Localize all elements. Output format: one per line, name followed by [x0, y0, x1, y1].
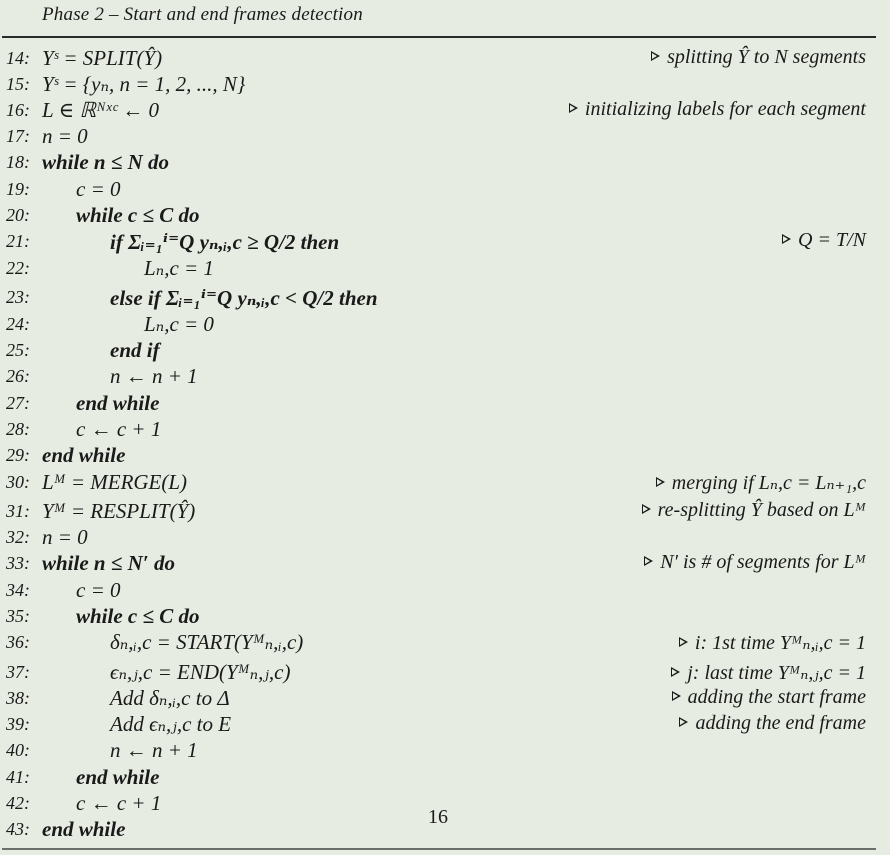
line-number: 17: [6, 126, 30, 146]
line-code: while c ≤ C do [76, 604, 200, 628]
algorithm-line [0, 177, 880, 203]
line-code: else if Σᵢ₌₁ⁱ⁼Q yₙ,ᵢ,c < Q/2 then [110, 286, 378, 310]
algorithm-line [0, 551, 880, 577]
algorithm-line [0, 443, 880, 469]
line-comment [642, 499, 866, 522]
comment-text: N′ is # of segments for Lᴹ [660, 551, 866, 573]
line-number: 34: [6, 580, 30, 600]
triangle-right-icon [642, 504, 651, 514]
line-comment [651, 46, 866, 69]
line-code: end while [42, 817, 126, 841]
algorithm-line [0, 229, 880, 255]
line-number: 23: [6, 287, 30, 307]
line-number: 18: [6, 152, 30, 172]
algorithm-line [0, 525, 880, 551]
line-code: end while [76, 765, 160, 789]
line-number: 30: [6, 472, 30, 492]
line-number: 33: [6, 553, 30, 573]
line-number: 35: [6, 606, 30, 626]
line-number: 29: [6, 445, 30, 465]
algorithm-line [0, 686, 880, 712]
algorithm-line [0, 98, 880, 124]
line-code: while n ≤ N do [42, 150, 170, 174]
line-code: Yˢ = SPLIT(Ŷ) [42, 46, 163, 70]
line-code: c = 0 [76, 578, 121, 602]
line-comment [671, 660, 866, 685]
line-code: ϵₙ,ⱼ,c = END(Yᴹₙ,ⱼ,c) [110, 660, 291, 684]
triangle-right-icon [679, 717, 688, 727]
algorithm-line [0, 470, 880, 496]
line-comment [644, 551, 866, 574]
line-number: 20: [6, 205, 30, 225]
algorithm-line [0, 46, 880, 72]
line-comment [569, 98, 866, 121]
algorithm-line [0, 312, 880, 338]
line-number: 36: [6, 632, 30, 652]
line-number: 14: [6, 48, 30, 68]
line-code: n = 0 [42, 525, 88, 549]
triangle-right-icon [656, 477, 665, 487]
line-comment [679, 712, 866, 735]
line-code: Yˢ = {yₙ, n = 1, 2, ..., N} [42, 72, 246, 96]
page-number: 16 [428, 806, 448, 828]
algorithm-line [0, 738, 880, 764]
line-code: L ∈ ℝᴺˣᶜ ← 0 [42, 98, 160, 122]
line-number: 39: [6, 714, 30, 734]
line-number: 38: [6, 688, 30, 708]
algorithm-line [0, 150, 880, 176]
line-code: δₙ,ᵢ,c = START(Yᴹₙ,ᵢ,c) [110, 630, 304, 654]
line-code: end if [110, 338, 160, 362]
line-number: 28: [6, 419, 30, 439]
triangle-right-icon [782, 234, 791, 244]
algorithm-line [0, 630, 880, 656]
line-number: 24: [6, 314, 30, 334]
bottom-rule [2, 848, 876, 850]
line-code: c ← c + 1 [76, 791, 162, 815]
triangle-right-icon [671, 667, 680, 677]
line-code: Add δₙ,ᵢ,c to Δ [110, 686, 230, 710]
triangle-right-icon [679, 637, 688, 647]
comment-text: re-splitting Ŷ based on Lᴹ [657, 499, 866, 521]
line-comment [656, 470, 866, 495]
line-code: n = 0 [42, 124, 88, 148]
line-code: end while [76, 391, 160, 415]
triangle-right-icon [569, 103, 578, 113]
line-number: 40: [6, 740, 30, 760]
line-code: end while [42, 443, 126, 467]
algorithm-line [0, 338, 880, 364]
line-number: 32: [6, 527, 30, 547]
line-code: n ← n + 1 [110, 738, 198, 762]
line-code: while c ≤ C do [76, 203, 200, 227]
algorithm-line [0, 660, 880, 686]
line-number: 22: [6, 258, 30, 278]
line-number: 27: [6, 393, 30, 413]
line-number: 37: [6, 662, 30, 682]
comment-text: adding the end frame [695, 712, 866, 734]
comment-text: initializing labels for each segment [584, 98, 866, 120]
comment-text: splitting Ŷ to N segments [667, 46, 866, 68]
line-number: 15: [6, 74, 30, 94]
line-code: Lᴹ = MERGE(L) [42, 470, 188, 494]
algorithm-line [0, 499, 880, 525]
algorithm-line [0, 285, 880, 311]
algorithm-line [0, 364, 880, 390]
line-code: c = 0 [76, 177, 121, 201]
algorithm-line [0, 256, 880, 282]
algorithm-line [0, 417, 880, 443]
top-rule [2, 36, 876, 38]
line-number: 19: [6, 179, 30, 199]
line-number: 21: [6, 231, 30, 251]
line-comment [679, 630, 866, 655]
algorithm-line [0, 604, 880, 630]
algorithm-line [0, 765, 880, 791]
line-code: n ← n + 1 [110, 364, 198, 388]
comment-text: merging if Lₙ,c = Lₙ₊₁,c [671, 472, 866, 494]
triangle-right-icon [644, 556, 653, 566]
line-code: if Σᵢ₌₁ⁱ⁼Q yₙ,ᵢ,c ≥ Q/2 then [110, 230, 340, 254]
comment-text: Q = T/N [798, 229, 866, 251]
algorithm-line [0, 712, 880, 738]
line-comment [782, 229, 866, 252]
algorithm-line [0, 203, 880, 229]
algorithm-line [0, 391, 880, 417]
comment-text: j: last time Yᴹₙ,ⱼ,c = 1 [687, 662, 866, 684]
algorithm-line [0, 124, 880, 150]
line-number: 43: [6, 819, 30, 839]
comment-text: i: 1st time Yᴹₙ,ᵢ,c = 1 [694, 632, 866, 654]
line-comment [672, 686, 866, 709]
algorithm-line [0, 578, 880, 604]
line-number: 42: [6, 793, 30, 813]
line-code: while n ≤ N′ do [42, 551, 175, 575]
line-number: 41: [6, 767, 30, 787]
line-code: Lₙ,c = 1 [144, 256, 214, 280]
algorithm-caption: Phase 2 – Start and end frames detection [42, 4, 363, 25]
line-number: 16: [6, 100, 30, 120]
triangle-right-icon [672, 691, 681, 701]
line-code: Lₙ,c = 0 [144, 312, 214, 336]
comment-text: adding the start frame [687, 686, 866, 708]
line-number: 31: [6, 501, 30, 521]
line-code: c ← c + 1 [76, 417, 162, 441]
algorithm-line [0, 72, 880, 98]
triangle-right-icon [651, 51, 660, 61]
line-code: Add ϵₙ,ⱼ,c to E [110, 712, 232, 736]
line-number: 26: [6, 366, 30, 386]
line-number: 25: [6, 340, 30, 360]
line-code: Yᴹ = RESPLIT(Ŷ) [42, 499, 196, 523]
